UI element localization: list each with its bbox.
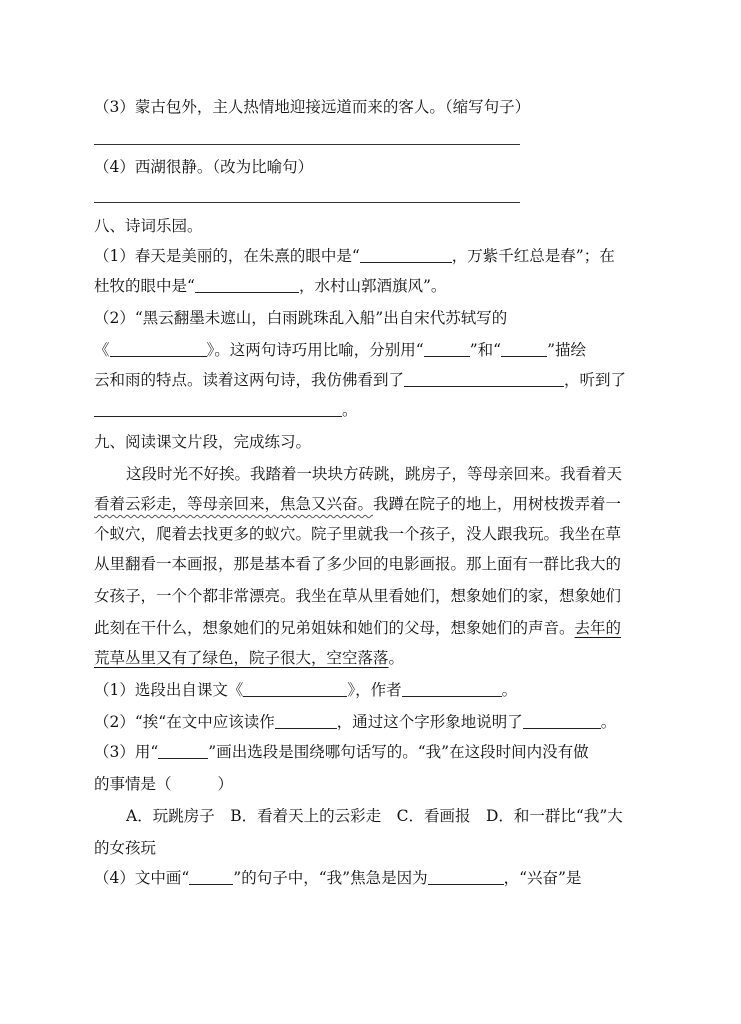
section-8-title: 八、诗词乐园。: [94, 217, 203, 235]
passage-line: 荒草丛里又有了绿色，院子很大，空空落落。: [94, 649, 405, 667]
option-d[interactable]: D．和一群比“我”大: [485, 807, 623, 825]
question-9-3-cont: 的事情是（ ）: [94, 775, 234, 793]
question-7-4: （4）西湖很静。（改为比喻句）: [94, 158, 314, 176]
options-line-cont: 的女孩玩: [94, 839, 157, 857]
fill-blank[interactable]: [428, 868, 504, 885]
fill-blank[interactable]: [110, 340, 207, 357]
question-8-2-cont2: 云和雨的特点。读着这两句诗，我仿佛看到了 ，听到了: [94, 371, 627, 389]
passage-line: 从里翻看一本画报，那是基本看了多少回的电影画报。那上面有一群比我大的: [94, 555, 622, 573]
question-8-1: （1）春天是美丽的，在朱熹的眼中是“ ，万紫千红总是春”；在: [94, 247, 615, 265]
passage-line: 此刻在干什么，想象她们的兄弟姐妹和她们的父母，想象她们的声音。去年的: [94, 619, 622, 637]
question-9-1: （1）选段出自课文《 》，作者 。: [94, 681, 518, 699]
fill-blank[interactable]: [195, 276, 299, 293]
question-8-2: （2）“黑云翻墨未遮山，白雨跳珠乱入船”出自宋代苏轼写的: [94, 309, 508, 327]
fill-blank[interactable]: [243, 680, 347, 697]
fill-blank[interactable]: [189, 868, 233, 885]
fill-blank[interactable]: [501, 340, 547, 357]
fill-blank[interactable]: [404, 370, 564, 387]
question-8-1-cont: 杜牧的眼中是“ ，水村山郭酒旗风”。: [94, 277, 447, 295]
answer-line[interactable]: [94, 202, 520, 203]
passage-line: 看着云彩走，等母亲回来，焦急又兴奋。我蹲在院子的地上，用树枝拨弄着一: [94, 495, 622, 513]
options-line: [126, 806, 623, 826]
passage-line: 女孩子，一个个都非常漂亮。我坐在草从里看她们，想象她们的家，想象她们: [94, 587, 622, 605]
fill-blank[interactable]: [158, 742, 208, 759]
question-8-2-cont3: 。: [94, 400, 358, 420]
option-c[interactable]: C．看画报: [396, 807, 471, 825]
passage-line: 这段时光不好挨。我踏着一块块方砖跳，跳房子，等母亲回来。我看着天: [126, 465, 623, 483]
fill-blank[interactable]: [275, 712, 337, 729]
option-b[interactable]: B．看着天上的云彩走: [230, 807, 382, 825]
fill-blank[interactable]: [402, 680, 502, 697]
question-9-4: （4）文中画“ ”的句子中，“我”焦急是因为 ，“兴奋”是: [94, 869, 582, 887]
option-a[interactable]: A．玩跳房子: [126, 807, 215, 825]
question-9-3: （3）用“ ”画出选段是围绕哪句话写的。“我”在这段时间内没有做: [94, 743, 589, 761]
question-9-2: （2）“挨“在文中应该读作 ，通过这个字形象地说明了 。: [94, 713, 617, 731]
fill-blank[interactable]: [523, 712, 601, 729]
passage-line: 个蚁穴，爬着去找更多的蚁穴。院子里就我一个孩子，没人跟我玩。我坐在草: [94, 525, 622, 543]
question-7-3: （3）蒙古包外，主人热情地迎接远道而来的客人。（缩写句子）: [94, 98, 531, 116]
fill-blank[interactable]: [360, 246, 452, 263]
fill-blank[interactable]: [94, 400, 342, 417]
fill-blank[interactable]: [424, 340, 470, 357]
answer-line[interactable]: [94, 144, 520, 145]
question-8-2-cont: 《 》。这两句诗巧用比喻，分别用“ ”和“ ”描绘: [94, 341, 586, 359]
section-9-title: 九、阅读课文片段，完成练习。: [94, 433, 312, 451]
